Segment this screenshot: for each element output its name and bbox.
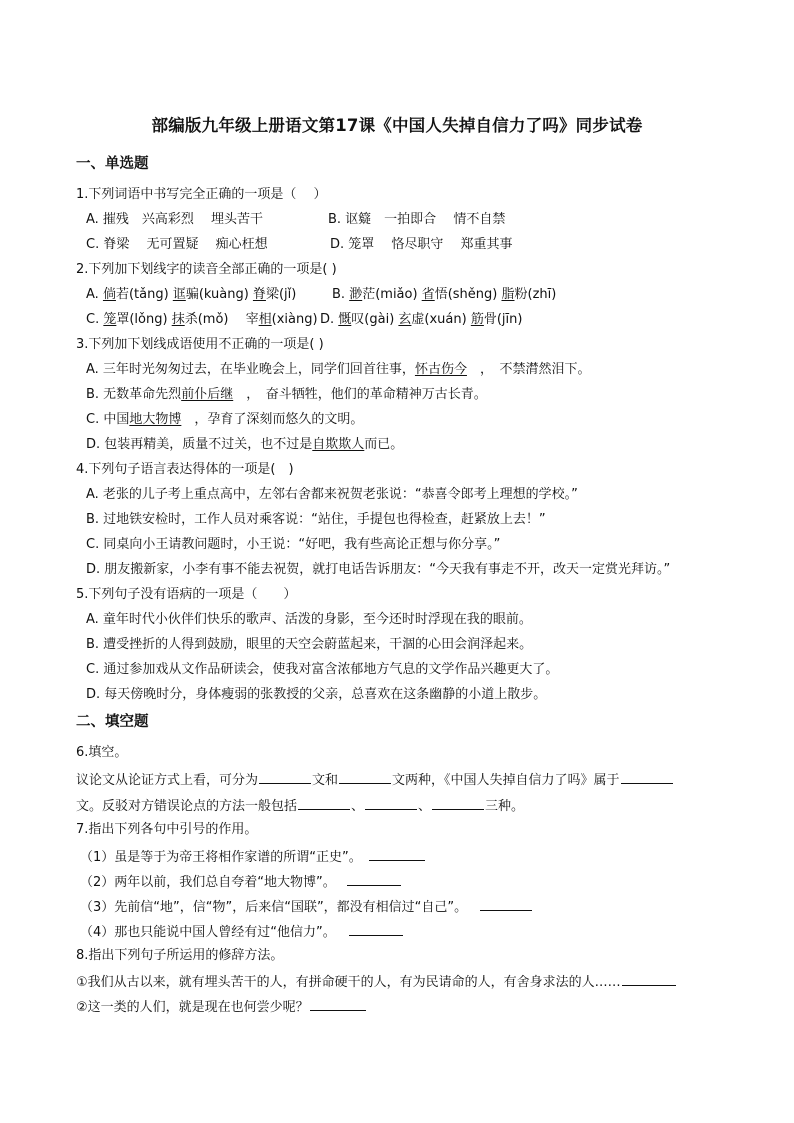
question-7-item-3 xyxy=(80,897,533,917)
question-text: 、 xyxy=(351,799,365,814)
question-4-option-d: D. 朋友搬新家，小李有事不能去祝贺，就打电话告诉朋友：“今天我有事走不开，改天一定赏光拜访。” xyxy=(86,562,671,577)
option-text: 粉(zhī) xyxy=(514,287,557,302)
answer-blank[interactable] xyxy=(622,972,676,986)
underlined-char: 笼 xyxy=(103,312,117,327)
question-text: 文。反驳对方错误论点的方法一般包括 xyxy=(76,799,298,814)
option-text: 杀(mǒ) 宰 xyxy=(184,312,259,327)
section-heading-single-choice: 一、单选题 xyxy=(76,156,149,172)
question-text: 文两种，《中国人失掉自信力了吗》属于 xyxy=(392,773,620,788)
underlined-idiom: 自欺欺人 xyxy=(312,437,365,452)
option-text: ， 不禁潸然泪下。 xyxy=(466,362,591,377)
question-text: 三种。 xyxy=(485,799,525,814)
question-4-option-b: B. 过地铁安检时，工作人员对乘客说：“站住，手提包也得检查，赶紧放上去！” xyxy=(86,512,546,527)
option-text: A. 三年时光匆匆过去，在毕业晚会上，同学们回首往事， xyxy=(86,362,415,377)
answer-blank[interactable] xyxy=(339,770,391,784)
underlined-char: 慨 xyxy=(338,312,352,327)
question-text: （2）两年以前，我们总自夸着“地大物博”。 xyxy=(80,875,336,890)
answer-blank[interactable] xyxy=(480,897,532,911)
question-2-option-d xyxy=(320,311,522,329)
option-text: 骗(kuàng) xyxy=(185,287,253,302)
question-2-stem: 2.下列加下划线字的读音全部正确的一项是( ) xyxy=(76,262,337,277)
answer-blank[interactable] xyxy=(298,796,350,810)
question-7-item-1 xyxy=(80,847,426,867)
question-2-option-c xyxy=(86,311,318,329)
option-text: 虚(xuán) xyxy=(411,312,471,327)
question-text: 、 xyxy=(418,799,432,814)
question-3-option-b xyxy=(86,386,487,404)
option-text: ， 奋斗牺牲，他们的革命精神万古长青。 xyxy=(233,387,487,402)
underlined-idiom: 地大物博 xyxy=(129,412,182,427)
question-4-stem: 4.下列句子语言表达得体的一项是( ) xyxy=(76,462,294,477)
question-text: （1）虽是等于为帝王将相作家谱的所谓“正史”。 xyxy=(80,850,362,865)
question-8-stem: 8.指出下列句子所运用的修辞方法。 xyxy=(76,948,284,963)
option-text: 茫(miǎo) xyxy=(362,287,422,302)
answer-blank[interactable] xyxy=(432,796,484,810)
question-2-option-b xyxy=(332,286,556,304)
underlined-char: 相 xyxy=(258,312,272,327)
question-1-option-c: C. 脊梁 无可置疑 痴心枉想 xyxy=(86,237,268,252)
question-text: ①我们从古以来，就有埋头苦干的人，有拼命硬干的人，有为民请命的人，有舍身求法的人…… xyxy=(76,975,621,990)
option-text: 若(tǎng) xyxy=(115,287,173,302)
underlined-char: 倘 xyxy=(102,287,116,302)
question-4-option-c: C. 同桌向小王请教问题时，小王说：“好吧，我有些高论正想与你分享。” xyxy=(86,537,501,552)
option-text: 悟(shěng) xyxy=(434,287,502,302)
answer-blank[interactable] xyxy=(347,872,401,886)
underlined-idiom: 前仆后继 xyxy=(181,387,234,402)
underlined-char: 筋 xyxy=(470,312,484,327)
answer-blank[interactable] xyxy=(310,997,366,1011)
question-1-option-d: D. 笼罩 恪尽职守 郑重其事 xyxy=(330,237,513,252)
question-1-option-b: B. 讴籎 一拍即合 情不自禁 xyxy=(328,212,506,227)
option-text: C. 中国 xyxy=(86,412,130,427)
option-text: 骨(jīn) xyxy=(483,312,523,327)
option-text: ，孕育了深刻而悠久的文明。 xyxy=(181,412,364,427)
question-6-line-1 xyxy=(76,770,674,790)
underlined-char: 渺 xyxy=(349,287,363,302)
answer-blank[interactable] xyxy=(349,922,403,936)
question-3-stem: 3.下列加下划线成语使用不正确的一项是( ) xyxy=(76,337,324,352)
question-7-item-4 xyxy=(80,922,404,942)
underlined-char: 玄 xyxy=(398,312,412,327)
underlined-char: 脊 xyxy=(252,287,266,302)
question-8-item-1 xyxy=(76,972,677,992)
option-text: B. 无数革命先烈 xyxy=(86,387,182,402)
section-heading-fill-in: 二、填空题 xyxy=(76,714,149,730)
question-text: 议论文从论证方式上看，可分为 xyxy=(76,773,259,788)
question-3-option-d xyxy=(86,436,403,454)
question-5-option-b: B. 遭受挫折的人得到鼓励，眼里的天空会蔚蓝起来，干涸的心田会润泽起来。 xyxy=(86,637,533,652)
option-letter: A. xyxy=(86,287,103,302)
page-title: 部编版九年级上册语文第17课《中国人失掉自信力了吗》同步试卷 xyxy=(151,116,643,135)
option-text: D. 包装再精美，质量不过关，也不过是 xyxy=(86,437,313,452)
question-1-stem: 1.下列词语中书写完全正确的一项是（ ） xyxy=(76,187,327,202)
question-3-option-a xyxy=(86,361,590,379)
question-7-stem: 7.指出下列各句中引号的作用。 xyxy=(76,822,258,837)
question-7-item-2 xyxy=(80,872,402,892)
option-text: 叹(gài) xyxy=(351,312,399,327)
option-text: 而已。 xyxy=(364,437,404,452)
option-letter: C. xyxy=(86,312,104,327)
answer-blank[interactable] xyxy=(621,770,673,784)
question-5-option-a: A. 童年时代小伙伴们快乐的歌声、活泼的身影，至今还时时浮现在我的眼前。 xyxy=(86,612,532,627)
option-text: 罩(lǒng) xyxy=(116,312,172,327)
option-letter: D. xyxy=(320,312,339,327)
underlined-char: 诓 xyxy=(172,287,186,302)
underlined-char: 抹 xyxy=(171,312,185,327)
question-text: 文和 xyxy=(312,773,339,788)
question-2-option-a xyxy=(86,286,296,304)
answer-blank[interactable] xyxy=(369,847,425,861)
answer-blank[interactable] xyxy=(259,770,311,784)
question-text: ②这一类的人们，就是现在也何尝少呢？ xyxy=(76,1000,309,1015)
question-8-item-2 xyxy=(76,997,367,1017)
question-text: （4）那也只能说中国人曾经有过“他信力”。 xyxy=(80,925,336,940)
underlined-char: 脂 xyxy=(501,287,515,302)
question-5-option-d: D. 每天傍晚时分，身体瘦弱的张教授的父亲，总喜欢在这条幽静的小道上散步。 xyxy=(86,687,547,702)
underlined-idiom: 怀古伤今 xyxy=(414,362,467,377)
question-1-option-a: A. 摧残 兴高彩烈 埋头苦干 xyxy=(86,212,264,227)
question-5-option-c: C. 通过参加戏从文作品研读会，使我对富含浓郁地方气息的文学作品兴趣更大了。 xyxy=(86,662,559,677)
underlined-char: 省 xyxy=(421,287,435,302)
answer-blank[interactable] xyxy=(365,796,417,810)
question-6-line-2 xyxy=(76,796,524,816)
option-letter: B. xyxy=(332,287,350,302)
question-6-stem: 6.填空。 xyxy=(76,745,128,760)
question-text: （3）先前信“地”，信“物”，后来信“国联”，都没有相信过“自己”。 xyxy=(80,900,468,915)
question-3-option-c xyxy=(86,411,363,429)
option-text: (xiàng) xyxy=(271,312,318,327)
question-4-option-a: A. 老张的儿子考上重点高中，左邻右舍都来祝贺老张说：“恭喜令郎考上理想的学校。” xyxy=(86,487,578,502)
question-5-stem: 5.下列句子没有语病的一项是（ ） xyxy=(76,587,297,602)
option-text: 梁(jǐ) xyxy=(265,287,297,302)
